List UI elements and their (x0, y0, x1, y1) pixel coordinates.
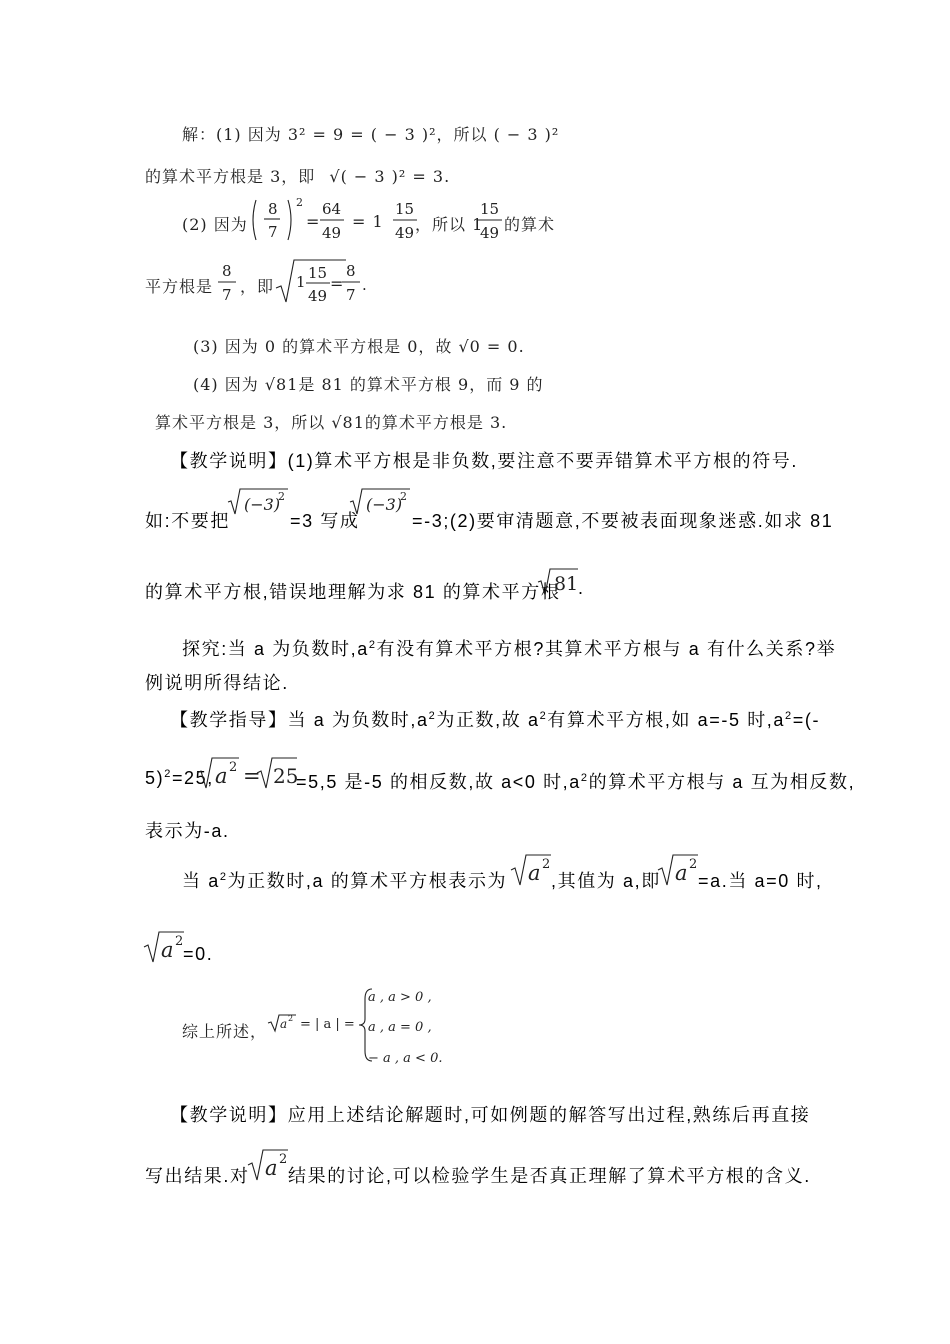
guide-text-a: 【教学指导】当 a 为负数时,a (170, 710, 429, 730)
example-line-4-label: 平方根是 (145, 277, 214, 296)
frac-num: 8 (268, 200, 278, 218)
explore-line-2: 例说明所得结论. (145, 673, 289, 693)
sup-2: 2 (580, 772, 589, 784)
summary-label: 综上所述， (182, 1022, 268, 1041)
svg-text:= | a | =: = | a | = (300, 1017, 355, 1032)
svg-text:(−3): (−3) (244, 495, 281, 514)
example-line-4-ji: ，即 (240, 277, 275, 296)
explore-line-1 (182, 635, 836, 661)
eq-sign-2: = (330, 274, 345, 293)
svg-text:64: 64 (322, 200, 342, 218)
example-line-3-label: (2) 因为 (182, 215, 248, 234)
sqrt-neg3-sq-a (228, 488, 290, 518)
svg-text:a , a = 0 ,: a , a = 0 , (368, 1020, 432, 1035)
svg-text:2: 2 (278, 490, 285, 503)
svg-text:2: 2 (542, 857, 551, 872)
note1-line-2-b: =3 写成 (290, 511, 360, 531)
example-line-5: (3) 因为 0 的算术平方根是 0，故 √0 = 0. (193, 337, 525, 356)
so-one: ，所以 1 (415, 215, 484, 234)
svg-text:25: 25 (273, 764, 299, 788)
svg-text:15: 15 (480, 200, 500, 218)
svg-text:.: . (362, 276, 367, 294)
guide-line-4-d: =a.当 a=0 时, (698, 871, 823, 891)
sqrt-a-sq-2 (658, 853, 700, 889)
example-line-1: 解：(1) 因为 3² = 9 = ( − 3 )²，所以 ( − 3 )² (182, 125, 560, 144)
svg-text:2: 2 (288, 1014, 294, 1023)
example-line-7: 算术平方根是 3，所以 √81的算术平方根是 3. (155, 413, 508, 432)
fraction-8-7-a (218, 260, 240, 306)
sqrt-a-sq-3 (144, 930, 186, 966)
guide-line-5: =0. (183, 944, 214, 964)
svg-text:2: 2 (689, 857, 698, 872)
note1-line-1: 【教学说明】(1)算术平方根是非负数,要注意不要弄错算术平方根的符号. (170, 451, 798, 471)
sqrt-neg3-sq-b (350, 488, 412, 518)
svg-text:7: 7 (222, 286, 232, 304)
note2-line-2-b: 结果的讨论,可以检验学生是否真正理解了算术平方根的含义. (288, 1166, 811, 1186)
sqrt-a-sq-4 (248, 1148, 290, 1184)
sqrt-a-sq-eq-sqrt-25 (197, 756, 297, 792)
svg-text:7: 7 (346, 286, 356, 304)
eq-one: = 1 (352, 212, 384, 231)
guide-text-d: =(- (792, 710, 821, 730)
svg-text:2: 2 (175, 934, 184, 949)
example-line-6: (4) 因为 √81是 81 的算术平方根 9，而 9 的 (193, 375, 544, 394)
guide-text: 5) (145, 768, 165, 788)
example-line-2-formula: √( − 3 )² = 3. (329, 167, 451, 186)
guide-text: =25, (171, 768, 214, 788)
guide-line-4-c: ,其值为 a,即 (551, 871, 661, 891)
svg-text:a: a (215, 764, 228, 788)
svg-text:1: 1 (296, 273, 306, 291)
exponent: 2 (296, 196, 303, 209)
fraction-8-7-squared (250, 196, 310, 246)
sup-2: 2 (368, 639, 377, 651)
note1-line-2-a: 如:不要把 (145, 511, 231, 531)
note2-line-2-a: 写出结果.对 (145, 1166, 250, 1186)
note2-line-1: 【教学说明】应用上述结论解题时,可如例题的解答写出过程,熟练后再直接 (170, 1105, 811, 1125)
note1-line-3-a: 的算术平方根,错误地理解为求 81 的算术平方根 (145, 582, 561, 602)
fraction-8-7-b (342, 260, 370, 306)
guide-line-4-a (182, 867, 507, 893)
guide-text-c: 有算术平方根,如 a=-5 时,a (547, 710, 786, 730)
svg-text:=: = (243, 764, 261, 788)
guide-text: 当 a (182, 871, 220, 891)
example-line-2 (145, 164, 450, 187)
svg-text:8: 8 (222, 262, 232, 280)
svg-text:15: 15 (308, 264, 328, 282)
guide-text: =5,5 是-5 的相反数,故 a<0 时,a (296, 772, 581, 792)
guide-text-b: 为正数,故 a (436, 710, 540, 730)
summary-formula (268, 985, 458, 1075)
example-line-2-text: 的算术平方根是 3，即 (145, 167, 316, 186)
sup-2: 2 (428, 710, 437, 722)
explore-text-a: 探究:当 a 为负数时,a (182, 639, 369, 659)
note1-line-2-c: =-3;(2)要审清题意,不要被表面现象迷惑.如求 81 (412, 511, 834, 531)
svg-text:2: 2 (400, 490, 407, 503)
eq-sign-1: = (306, 212, 321, 231)
svg-text:− a , a < 0.: − a , a < 0. (368, 1051, 443, 1066)
sup-2: 2 (785, 710, 793, 722)
sup-2: 2 (164, 768, 172, 780)
guide-line-3: 表示为-a. (145, 821, 230, 841)
sqrt-a-sq-1 (511, 853, 553, 889)
svg-text:2: 2 (279, 1152, 288, 1167)
svg-text:a: a (280, 1017, 288, 1031)
svg-text:49: 49 (308, 287, 328, 305)
svg-text:a: a (265, 1156, 278, 1180)
guide-text: 的算术平方根与 a 互为相反数, (588, 772, 856, 792)
note1-line-3-b: . (578, 578, 585, 598)
svg-text:(−3): (−3) (366, 495, 403, 514)
svg-text:49: 49 (480, 224, 500, 242)
svg-text:2: 2 (229, 760, 238, 775)
svg-text:a , a > 0 ,: a , a > 0 , (368, 990, 432, 1005)
guide-line-1 (170, 706, 820, 732)
svg-text:49: 49 (395, 224, 415, 242)
sup-2: 2 (539, 710, 548, 722)
sup-2: 2 (219, 871, 228, 883)
svg-text:81: 81 (554, 573, 579, 595)
svg-text:8: 8 (346, 262, 356, 280)
explore-text-b: 有没有算术平方根?其算术平方根与 a 有什么关系?举 (376, 639, 837, 659)
svg-text:a: a (528, 861, 541, 885)
guide-line-2-b (296, 768, 855, 794)
svg-text:a: a (161, 938, 174, 962)
sqrt-81 (538, 568, 580, 598)
svg-text:49: 49 (322, 224, 342, 242)
frac-den: 7 (268, 223, 278, 241)
guide-text: 为正数时,a 的算术平方根表示为 (227, 871, 508, 891)
svg-text:a: a (675, 861, 688, 885)
fraction-64-49 (320, 198, 350, 244)
svg-text:15: 15 (395, 200, 415, 218)
example-line-3-end: 的算术 (504, 215, 556, 234)
